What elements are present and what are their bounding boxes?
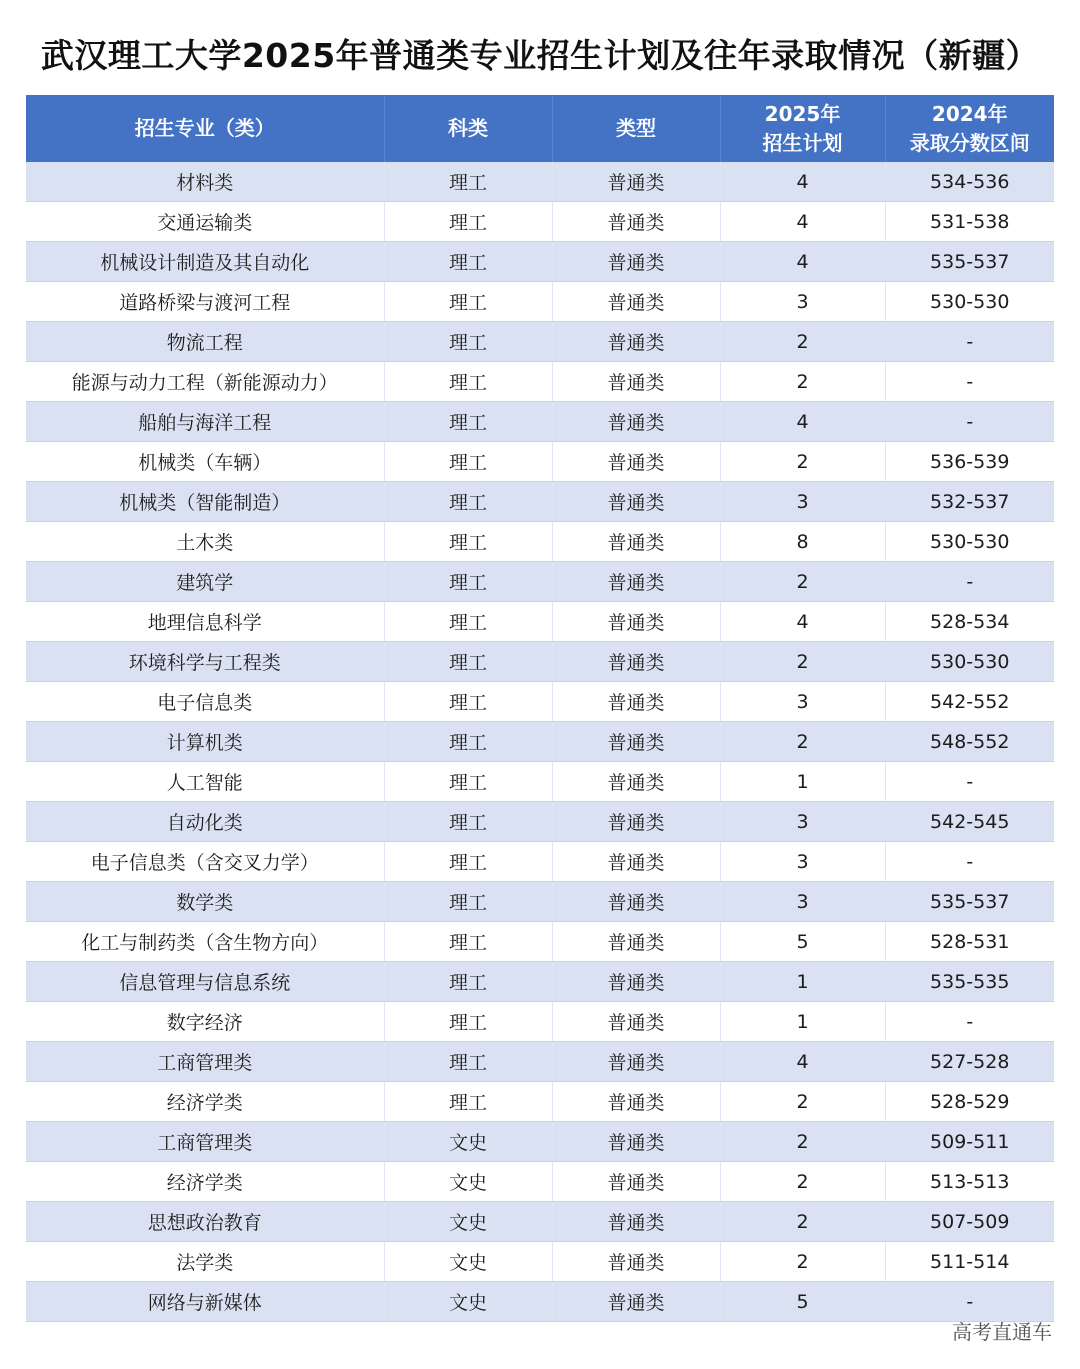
header-major: 招生专业（类） (26, 95, 384, 162)
cell-score: 507-509 (885, 1202, 1054, 1242)
cell-type: 普通类 (552, 882, 720, 922)
cell-score: 530-530 (885, 642, 1054, 682)
cell-major: 数字经济 (26, 1002, 384, 1042)
table-row (26, 322, 1054, 362)
cell-major: 土木类 (26, 522, 384, 562)
cell-major: 网络与新媒体 (26, 1282, 384, 1322)
cell-score: - (885, 842, 1054, 882)
cell-major: 工商管理类 (26, 1122, 384, 1162)
cell-subject: 理工 (384, 162, 552, 202)
cell-subject: 理工 (384, 802, 552, 842)
cell-major: 地理信息科学 (26, 602, 384, 642)
cell-plan: 3 (720, 282, 885, 322)
cell-subject: 理工 (384, 282, 552, 322)
header-score-label: 录取分数区间 (909, 130, 1030, 155)
cell-plan: 2 (720, 322, 885, 362)
table-row (26, 562, 1054, 602)
cell-score: 530-530 (885, 522, 1054, 562)
cell-plan: 4 (720, 402, 885, 442)
cell-type: 普通类 (552, 602, 720, 642)
cell-plan: 2 (720, 1122, 885, 1162)
cell-type: 普通类 (552, 162, 720, 202)
cell-plan: 5 (720, 1282, 885, 1322)
cell-score: - (885, 362, 1054, 402)
cell-major: 道路桥梁与渡河工程 (26, 282, 384, 322)
cell-type: 普通类 (552, 1202, 720, 1242)
cell-subject: 理工 (384, 402, 552, 442)
table-row (26, 1042, 1054, 1082)
cell-score: 528-529 (885, 1082, 1054, 1122)
cell-score: - (885, 1282, 1054, 1322)
cell-score: 534-536 (885, 162, 1054, 202)
cell-plan: 3 (720, 802, 885, 842)
cell-subject: 理工 (384, 202, 552, 242)
cell-subject: 理工 (384, 682, 552, 722)
cell-score: 536-539 (885, 442, 1054, 482)
cell-plan: 5 (720, 922, 885, 962)
cell-plan: 1 (720, 762, 885, 802)
admission-table (26, 95, 1054, 1322)
cell-major: 物流工程 (26, 322, 384, 362)
cell-plan: 2 (720, 1202, 885, 1242)
cell-plan: 2 (720, 722, 885, 762)
cell-subject: 文史 (384, 1242, 552, 1282)
cell-plan: 2 (720, 1162, 885, 1202)
table-row (26, 202, 1054, 242)
table-row (26, 1082, 1054, 1122)
cell-subject: 理工 (384, 1082, 552, 1122)
cell-score: 530-530 (885, 282, 1054, 322)
cell-major: 能源与动力工程（新能源动力） (26, 362, 384, 402)
cell-type: 普通类 (552, 642, 720, 682)
cell-major: 机械类（车辆） (26, 442, 384, 482)
cell-major: 船舶与海洋工程 (26, 402, 384, 442)
cell-major: 交通运输类 (26, 202, 384, 242)
cell-subject: 文史 (384, 1162, 552, 1202)
cell-plan: 2 (720, 1082, 885, 1122)
cell-plan: 4 (720, 1042, 885, 1082)
table-row (26, 482, 1054, 522)
cell-subject: 理工 (384, 722, 552, 762)
cell-major: 计算机类 (26, 722, 384, 762)
header-plan-label: 招生计划 (762, 130, 843, 155)
cell-type: 普通类 (552, 1002, 720, 1042)
cell-type: 普通类 (552, 322, 720, 362)
cell-subject: 理工 (384, 562, 552, 602)
table-row (26, 1242, 1054, 1282)
header-score-year: 2024年 (931, 101, 1008, 126)
cell-major: 电子信息类（含交叉力学） (26, 842, 384, 882)
cell-score: 513-513 (885, 1162, 1054, 1202)
cell-major: 电子信息类 (26, 682, 384, 722)
header-row (26, 95, 1054, 162)
cell-score: 531-538 (885, 202, 1054, 242)
cell-major: 机械设计制造及其自动化 (26, 242, 384, 282)
cell-plan: 1 (720, 962, 885, 1002)
cell-major: 经济学类 (26, 1082, 384, 1122)
cell-score: 528-534 (885, 602, 1054, 642)
cell-type: 普通类 (552, 282, 720, 322)
cell-subject: 理工 (384, 762, 552, 802)
cell-type: 普通类 (552, 802, 720, 842)
cell-plan: 2 (720, 442, 885, 482)
cell-major: 数学类 (26, 882, 384, 922)
cell-plan: 3 (720, 482, 885, 522)
cell-subject: 理工 (384, 522, 552, 562)
table-row (26, 1122, 1054, 1162)
table-header (26, 95, 1054, 162)
cell-plan: 4 (720, 602, 885, 642)
cell-major: 材料类 (26, 162, 384, 202)
table-row (26, 922, 1054, 962)
cell-subject: 文史 (384, 1122, 552, 1162)
table-row (26, 762, 1054, 802)
cell-subject: 理工 (384, 842, 552, 882)
cell-type: 普通类 (552, 762, 720, 802)
cell-score: 548-552 (885, 722, 1054, 762)
table-row (26, 682, 1054, 722)
cell-type: 普通类 (552, 922, 720, 962)
cell-subject: 理工 (384, 322, 552, 362)
cell-type: 普通类 (552, 1122, 720, 1162)
cell-plan: 4 (720, 162, 885, 202)
cell-plan: 2 (720, 562, 885, 602)
cell-plan: 1 (720, 1002, 885, 1042)
table-row (26, 1162, 1054, 1202)
table-row (26, 522, 1054, 562)
cell-score: 528-531 (885, 922, 1054, 962)
cell-major: 化工与制药类（含生物方向） (26, 922, 384, 962)
table-row (26, 282, 1054, 322)
cell-type: 普通类 (552, 362, 720, 402)
cell-type: 普通类 (552, 1082, 720, 1122)
cell-score: 527-528 (885, 1042, 1054, 1082)
cell-subject: 理工 (384, 482, 552, 522)
table-row (26, 402, 1054, 442)
cell-subject: 理工 (384, 362, 552, 402)
table-row (26, 362, 1054, 402)
cell-subject: 理工 (384, 242, 552, 282)
table-row (26, 242, 1054, 282)
cell-score: 542-552 (885, 682, 1054, 722)
page-title: 武汉理工大学2025年普通类专业招生计划及往年录取情况（新疆） (40, 36, 1040, 75)
cell-type: 普通类 (552, 482, 720, 522)
cell-subject: 理工 (384, 642, 552, 682)
cell-type: 普通类 (552, 442, 720, 482)
cell-plan: 3 (720, 682, 885, 722)
cell-type: 普通类 (552, 722, 720, 762)
cell-subject: 理工 (384, 922, 552, 962)
cell-score: - (885, 322, 1054, 362)
cell-major: 人工智能 (26, 762, 384, 802)
header-plan (720, 95, 885, 162)
table-body (26, 162, 1054, 1322)
cell-score: - (885, 402, 1054, 442)
cell-major: 工商管理类 (26, 1042, 384, 1082)
cell-type: 普通类 (552, 1282, 720, 1322)
cell-type: 普通类 (552, 682, 720, 722)
table-row (26, 882, 1054, 922)
table-row (26, 442, 1054, 482)
cell-type: 普通类 (552, 1162, 720, 1202)
cell-subject: 理工 (384, 1002, 552, 1042)
cell-plan: 3 (720, 882, 885, 922)
cell-type: 普通类 (552, 242, 720, 282)
header-plan-year: 2025年 (764, 101, 841, 126)
cell-score: 532-537 (885, 482, 1054, 522)
cell-type: 普通类 (552, 562, 720, 602)
cell-type: 普通类 (552, 962, 720, 1002)
cell-major: 自动化类 (26, 802, 384, 842)
cell-plan: 2 (720, 642, 885, 682)
cell-score: - (885, 762, 1054, 802)
cell-type: 普通类 (552, 402, 720, 442)
cell-subject: 理工 (384, 1042, 552, 1082)
header-subject: 科类 (384, 95, 552, 162)
table-row (26, 962, 1054, 1002)
cell-subject: 理工 (384, 962, 552, 1002)
table-row (26, 162, 1054, 202)
cell-major: 法学类 (26, 1242, 384, 1282)
cell-type: 普通类 (552, 522, 720, 562)
cell-major: 机械类（智能制造） (26, 482, 384, 522)
cell-type: 普通类 (552, 1042, 720, 1082)
table-row (26, 842, 1054, 882)
table-row (26, 802, 1054, 842)
table-row (26, 1202, 1054, 1242)
cell-score: 511-514 (885, 1242, 1054, 1282)
cell-subject: 理工 (384, 442, 552, 482)
cell-major: 环境科学与工程类 (26, 642, 384, 682)
cell-subject: 理工 (384, 602, 552, 642)
cell-plan: 2 (720, 362, 885, 402)
cell-score: 535-537 (885, 242, 1054, 282)
cell-subject: 文史 (384, 1282, 552, 1322)
cell-plan: 8 (720, 522, 885, 562)
cell-type: 普通类 (552, 202, 720, 242)
cell-major: 信息管理与信息系统 (26, 962, 384, 1002)
cell-score: 535-535 (885, 962, 1054, 1002)
header-type: 类型 (552, 95, 720, 162)
cell-major: 思想政治教育 (26, 1202, 384, 1242)
cell-plan: 2 (720, 1242, 885, 1282)
cell-subject: 文史 (384, 1202, 552, 1242)
table-row (26, 1002, 1054, 1042)
watermark-text: 高考直通车 (952, 1320, 1052, 1344)
cell-score: 509-511 (885, 1122, 1054, 1162)
cell-subject: 理工 (384, 882, 552, 922)
cell-score: - (885, 562, 1054, 602)
cell-score: - (885, 1002, 1054, 1042)
cell-major: 经济学类 (26, 1162, 384, 1202)
cell-plan: 4 (720, 242, 885, 282)
cell-score: 535-537 (885, 882, 1054, 922)
cell-type: 普通类 (552, 1242, 720, 1282)
table-row (26, 642, 1054, 682)
cell-plan: 4 (720, 202, 885, 242)
cell-major: 建筑学 (26, 562, 384, 602)
table-row (26, 722, 1054, 762)
cell-type: 普通类 (552, 842, 720, 882)
header-score (885, 95, 1054, 162)
cell-score: 542-545 (885, 802, 1054, 842)
table-row (26, 602, 1054, 642)
table-row (26, 1282, 1054, 1322)
cell-plan: 3 (720, 842, 885, 882)
